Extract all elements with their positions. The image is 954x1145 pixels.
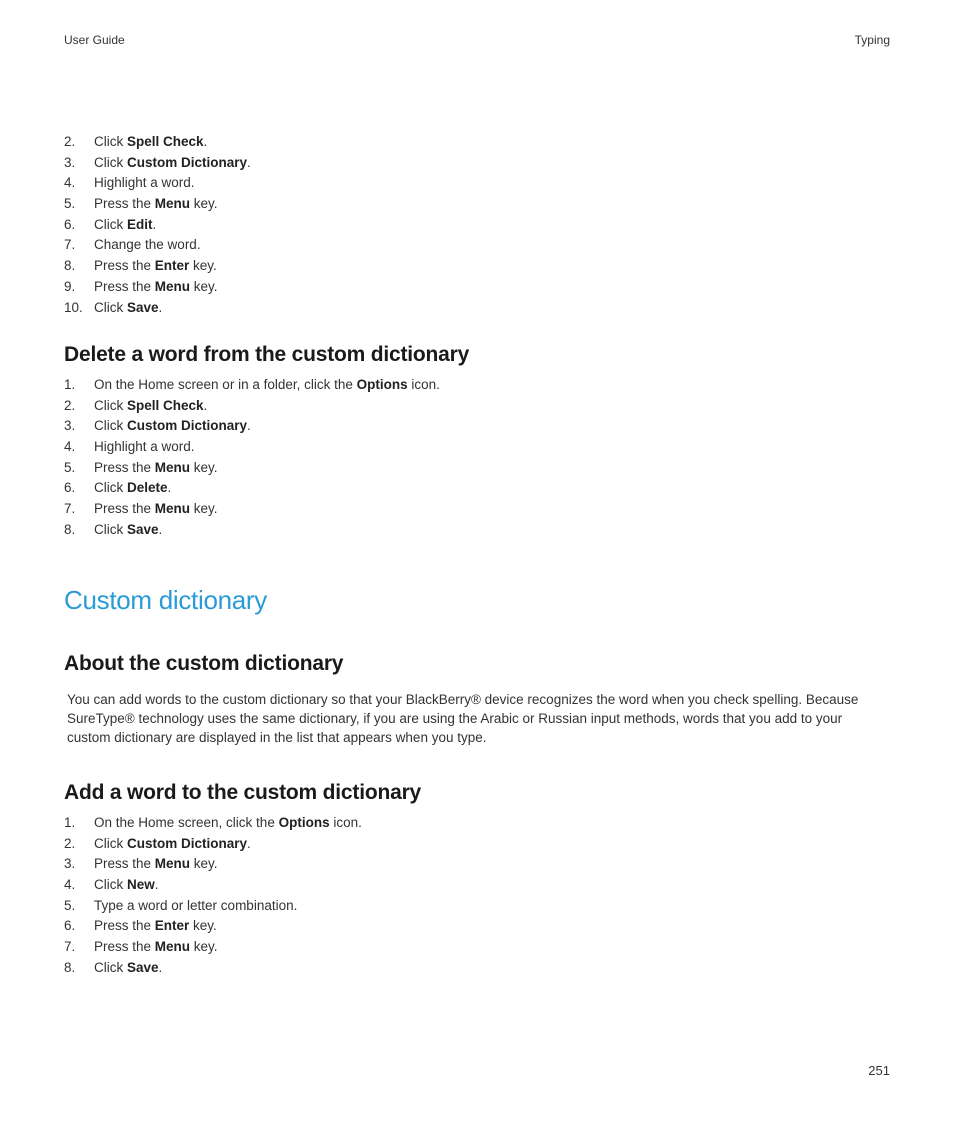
list-item: 1. On the Home screen or in a folder, click the Options icon.	[64, 377, 440, 392]
list-item: 8. Click Save.	[64, 959, 163, 975]
delete-word-steps-list	[64, 375, 884, 541]
list-item: 4. Highlight a word.	[64, 439, 195, 455]
list-item: 6. Click Edit.	[64, 216, 157, 232]
list-item: 8. Press the Enter key.	[64, 258, 217, 274]
list-item: 9. Press the Menu key.	[64, 278, 218, 294]
list-item: 6. Press the Enter key.	[64, 918, 217, 934]
list-item: 3. Press the Menu key.	[64, 856, 218, 872]
list-item: 4. Click New.	[64, 877, 159, 893]
edit-word-steps-list	[64, 132, 884, 318]
list-item: 6. Click Delete.	[64, 480, 172, 496]
add-word-steps-list	[64, 813, 884, 979]
list-item: 2. Click Spell Check.	[64, 134, 208, 149]
list-item: 10. Click Save.	[64, 299, 163, 315]
about-paragraph: You can add words to the custom dictionary so that your BlackBerry® device recognizes the word when you check spelling. Because SureType® technology uses the same dictionary, if you are using the Arabic or Russian input methods, words that you add to your custom dictionary are displayed in the list that appears when you type.	[67, 692, 859, 745]
list-item: 5. Press the Menu key.	[64, 459, 218, 475]
list-item: 4. Highlight a word.	[64, 175, 195, 191]
section-heading-delete: Delete a word from the custom dictionary	[64, 343, 470, 366]
list-item: 3. Click Custom Dictionary.	[64, 154, 251, 170]
list-item: 5. Press the Menu key.	[64, 196, 218, 212]
list-item: 7. Press the Menu key.	[64, 501, 218, 517]
chapter-title: Custom dictionary	[64, 585, 267, 615]
running-header-right: Typing	[854, 33, 890, 47]
running-header-left: User Guide	[64, 33, 125, 47]
list-item: 2. Click Spell Check.	[64, 397, 208, 413]
section-heading-add: Add a word to the custom dictionary	[64, 781, 422, 804]
list-item: 1. On the Home screen, click the Options icon.	[64, 815, 362, 830]
list-item: 7. Press the Menu key.	[64, 939, 218, 955]
list-item: 7. Change the word.	[64, 237, 201, 253]
section-heading-about: About the custom dictionary	[64, 652, 344, 675]
list-item: 2. Click Custom Dictionary.	[64, 835, 251, 851]
list-item: 8. Click Save.	[64, 521, 163, 537]
page-number: 251	[868, 1063, 890, 1078]
list-item: 3. Click Custom Dictionary.	[64, 418, 251, 434]
list-item: 5. Type a word or letter combination.	[64, 897, 298, 913]
